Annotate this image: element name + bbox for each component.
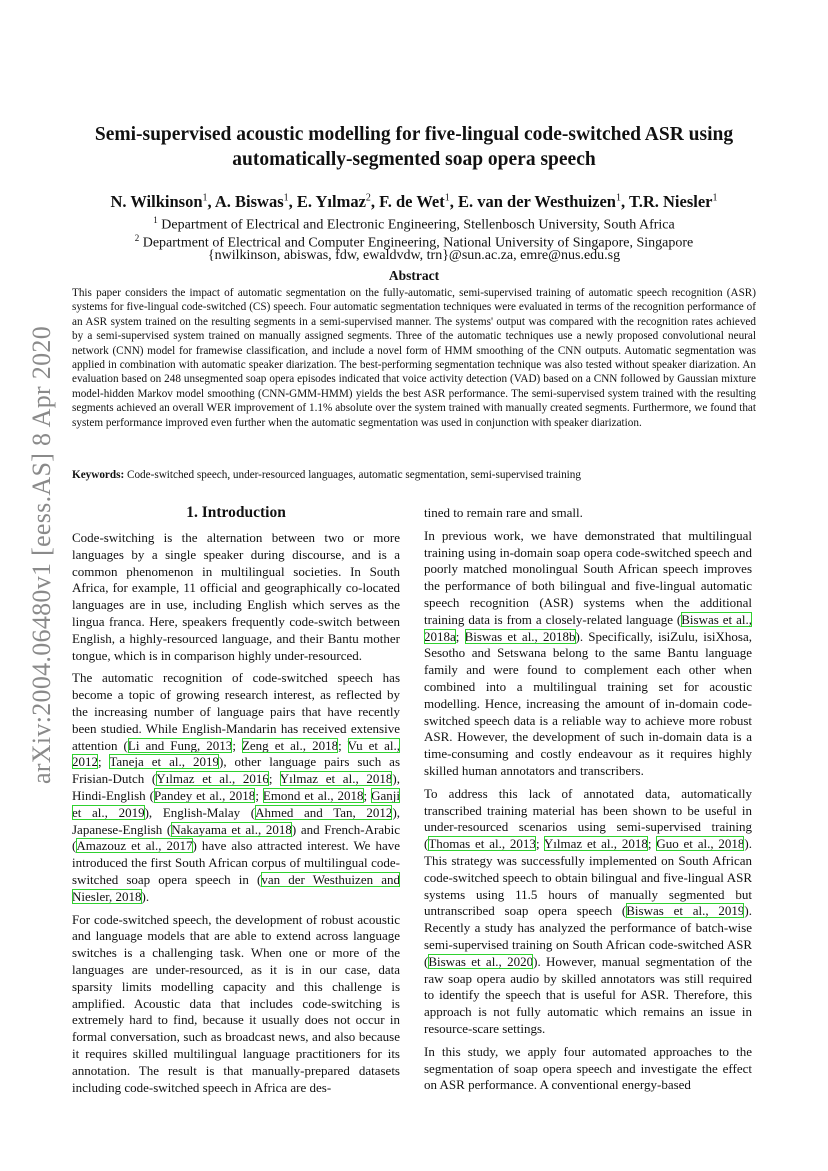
paper-title: Semi-supervised acoustic modelling for five-lingual code-switched ASR using automatically-segmented soap opera speech: [94, 124, 734, 170]
paragraph: In previous work, we have demonstrated that multilingual training using in-domain soap opera code-switched speech and poorly matched monolingual South African speech improves the performance of both bilingual and five-lingual automatic speech recognition (ASR) systems when the additional training data is from a closely-related language (Biswas et al., 2018a; Biswas et al., 2018b). Specifically, isiZulu, isiXhosa, Sesotho and Setswana belong to the same Bantu language family and were found to complement each other when combined into a multilingual training set for acoustic modelling. Hence, increasing the amount of in-domain code-switched speech data is a reliable way to achieve more robust ASR. However, the development of such in-domain data is a time-consuming and costly endeavour as it requires highly skilled human annotators and transcribers.: [424, 527, 752, 778]
paragraph: The automatic recognition of code-switched speech has become a topic of growing research interest, as reflected by the increasing number of language pairs that have recently been studied. While English-Mandarin has received extensive attention (Li and Fung, 2013; Zeng et al., 2018; Vu et al., 2012; Taneja et al., 2019), other language pairs such as Frisian-Dutch (Yılmaz et al., 2016; Yılmaz et al., 2018), Hindi-English (Pandey et al., 2018; Emond et al., 2018; Ganji et al., 2019), English-Malay (Ahmed and Tan, 2012), Japanese-English (Nakayama et al., 2018) and French-Arabic (Amazouz et al., 2017) have also attracted interest. We have introduced the first South African corpus of multilingual code-switched soap opera speech in (van der Westhuizen and Niesler, 2018).: [72, 670, 401, 904]
citation-link[interactable]: Yılmaz et al., 2018: [279, 771, 393, 787]
citation-link[interactable]: Ganji et al., 2019: [72, 787, 400, 820]
affiliation-1: $^1$ Department of Electrical and Electronic Engineering, Stellenbosch University, South Africa: [153, 215, 675, 233]
citation-link[interactable]: Li and Fung, 2013: [127, 737, 233, 753]
citation-link[interactable]: Ahmed and Tan, 2012: [255, 804, 393, 820]
citation-link[interactable]: Vu et al., 2012: [72, 737, 400, 770]
author-emails: {nwilkinson, abiswas, fdw, ewaldvdw, trn}@sun.ac.za, emre@nus.edu.sg: [207, 248, 621, 263]
citation-link[interactable]: Amazouz et al., 2017: [76, 838, 193, 854]
paragraph: To address this lack of annotated data, automatically transcribed training material has been shown to be useful in under-resourced scenarios using semi-supervised training (Thomas et al., 2013; Yılmaz et al., 2018; Guo et al., 2018). This strategy was successfully implemented on South African code-switched speech to obtain bilingual and five-lingual ASR systems using 11.5 hours of manually segmented but untranscribed soap opera speech (Biswas et al., 2019). Recently a study has analyzed the performance of batch-wise semi-supervised training on South African code-switched ASR (Biswas et al., 2020). However, manual segmentation of the raw soap opera audio by skilled annotators was still required to identify the speech that is useful for ASR. Therefore, this approach is not fully automatic which remains an issue in resource-scare settings.: [424, 785, 752, 1036]
paragraph: In this study, we apply four automated approaches to the segmentation of soap opera speech and investigate the effect on ASR performance. A conventional energy-based: [424, 1043, 752, 1093]
citation-link[interactable]: Emond et al., 2018: [262, 787, 364, 803]
citation-link[interactable]: van der Westhuizen and Niesler, 2018: [72, 871, 400, 904]
affiliation-2: $^2$ Department of Electrical and Computer Engineering, National University of Singapore, Singapore: [134, 233, 694, 251]
citation-link[interactable]: Thomas et al., 2013: [428, 836, 536, 852]
abstract-heading: Abstract: [388, 268, 440, 283]
citation-link[interactable]: Biswas et al., 2018a: [424, 611, 752, 644]
citation-link[interactable]: Biswas et al., 2019: [626, 903, 745, 919]
keywords: Keywords: Code-switched speech, under-resourced languages, automatic segmentation, semi-supervised training: [72, 469, 581, 481]
section-heading-introduction: 1. Introduction: [186, 504, 286, 521]
paragraph: tined to remain rare and small.: [424, 505, 583, 520]
citation-link[interactable]: Yılmaz et al., 2018: [543, 836, 648, 852]
left-column: [72, 530, 400, 1102]
citation-link[interactable]: Yılmaz et al., 2016: [156, 771, 269, 787]
citation-link[interactable]: Biswas et al., 2020: [428, 953, 534, 969]
citation-link[interactable]: Pandey et al., 2018: [153, 787, 256, 803]
citation-link[interactable]: Taneja et al., 2019: [109, 754, 219, 770]
abstract-text: This paper considers the impact of automatic segmentation on the fully-automatic, semi-supervised training of automatic speech recognition (ASR) systems for five-lingual code-switched (CS) speech. Four automatic segmentation techniques were evaluated in terms of the recognition performance of an ASR system trained on the resulting segments in a semi-supervised manner. The systems' output was compared with the recognition rates achieved by a semi-supervised system trained on manually assigned segments. Three of the automatic techniques use a newly proposed convolutional neural network (CNN) model for framewise classification, and include a novel form of HMM smoothing of the CNN outputs. Automatic segmentation was applied in combination with automatic speaker diarization. The best-performing segmentation technique was also tested without speaker diarization. An evaluation based on 248 unsegmented soap opera episodes indicated that voice activity detection (VAD) based on a CNN followed by Gaussian mixture model-hidden Markov model smoothing (CNN-GMM-HMM) yields the best ASR performance. The semi-supervised system trained with the resulting segments achieved an overall WER improvement of 1.1% absolute over the system trained with manually created segments. Furthermore, we found that system performance improved even further when the automatic segmentation was used in conjunction with speaker diarization.: [72, 287, 756, 429]
citation-link[interactable]: Nakayama et al., 2018: [171, 821, 292, 837]
paragraph: Code-switching is the alternation between two or more languages by a single speaker during discourse, and is a common phenomenon in multilingual societies. In South Africa, for example, 11 official and geographically co-located languages are in use, including English which serves as the lingua franca. Here, speakers frequently code-switch between English, a highly-resourced language, and their Bantu mother tongue, which is in comparison highly under-resourced.: [72, 530, 400, 663]
citation-link[interactable]: Guo et al., 2018: [656, 836, 745, 852]
arxiv-side-stamp: arXiv:2004.06480v1 [eess.AS] 8 Apr 2020: [27, 326, 56, 784]
citation-link[interactable]: Biswas et al., 2018b: [464, 628, 576, 644]
paragraph: For code-switched speech, the development of robust acoustic and language models that are able to extend across language switches is a challenging task. When one or more of the languages are under-resourced, as it is in our case, data sparsity limits modelling capacity and this challenge is amplified. Acoustic data that includes code-switching is extremely hard to find, because it usually does not occur in formal conversation, such as broadcast news, and also because it requires skilled multilingual language practitioners for its annotation. The result is that manually-prepared datasets including code-switched speech in Africa are des-: [72, 911, 400, 1095]
right-column: [424, 505, 752, 1100]
author-list: N. Wilkinson$^1$, A. Biswas$^1$, E. Yılmaz$^2$, F. de Wet$^1$, E. van der Westhuizen$^1$, T.R. Niesler$^1$: [110, 192, 718, 211]
citation-link[interactable]: Zeng et al., 2018: [241, 737, 339, 753]
